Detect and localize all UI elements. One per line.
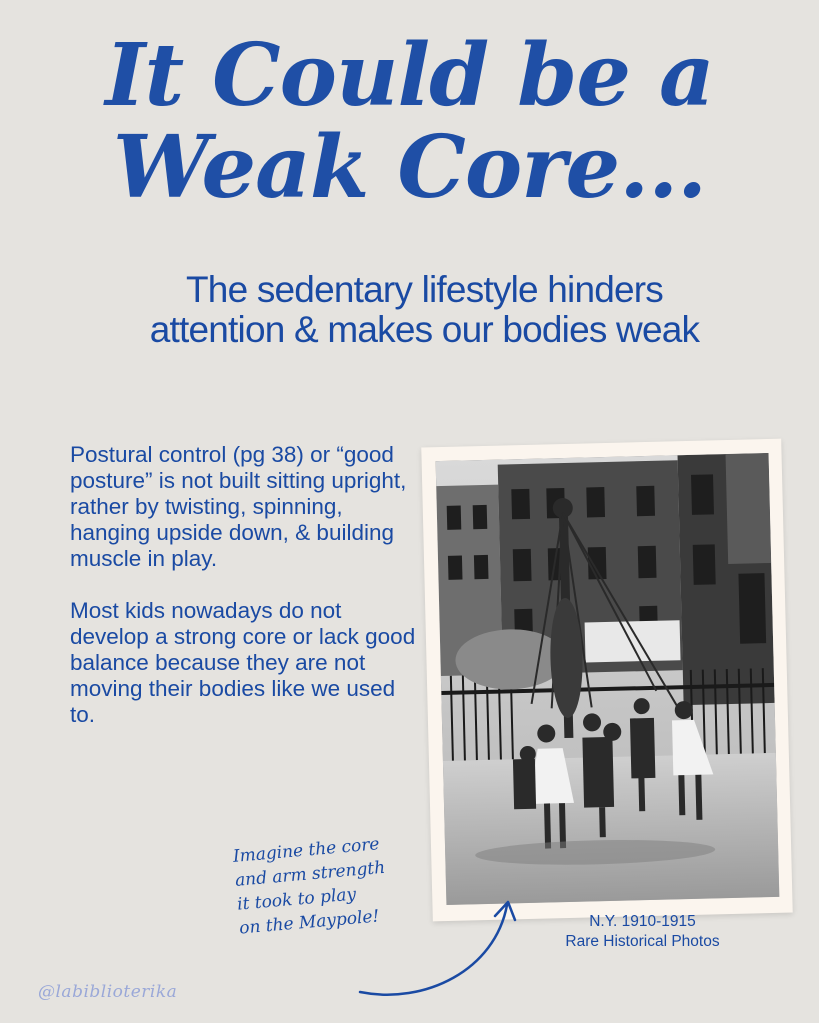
social-handle: @labiblioterika (38, 982, 178, 1002)
caption-line-2: Rare Historical Photos (565, 933, 720, 950)
title-line-1: It Could be a (105, 25, 714, 126)
subtitle-line-1: The sedentary lifestyle hinders (185, 269, 663, 310)
body-text (70, 442, 420, 754)
body-paragraph-2: Most kids nowadays do not develop a strong core or lack good balance because they are not moving their bodies like we used to. (70, 598, 416, 727)
subtitle (0, 270, 819, 350)
handnote-line-1: Imagine the core (232, 834, 381, 867)
maypole-photo (436, 453, 780, 905)
curved-arrow-icon (355, 890, 525, 1005)
title-line-2: Weak Core... (112, 117, 707, 218)
body-paragraph-1: Postural control (pg 38) or “good posture” is not built sitting upright, rather by twisting, spinning, hanging upside down, & building muscle in play. (70, 442, 407, 571)
photo-caption (540, 912, 745, 952)
handnote-line-4: on the Maypole! (238, 906, 381, 939)
photo-frame (421, 439, 792, 922)
maypole-photo-illustration (436, 453, 780, 905)
handnote-line-2: and arm strength (234, 857, 386, 891)
subtitle-line-2: attention & makes our bodies weak (149, 309, 700, 350)
handnote-line-3: it took to play (236, 884, 357, 915)
caption-line-1: N.Y. 1910-1915 (589, 913, 696, 930)
page-title (0, 25, 819, 218)
